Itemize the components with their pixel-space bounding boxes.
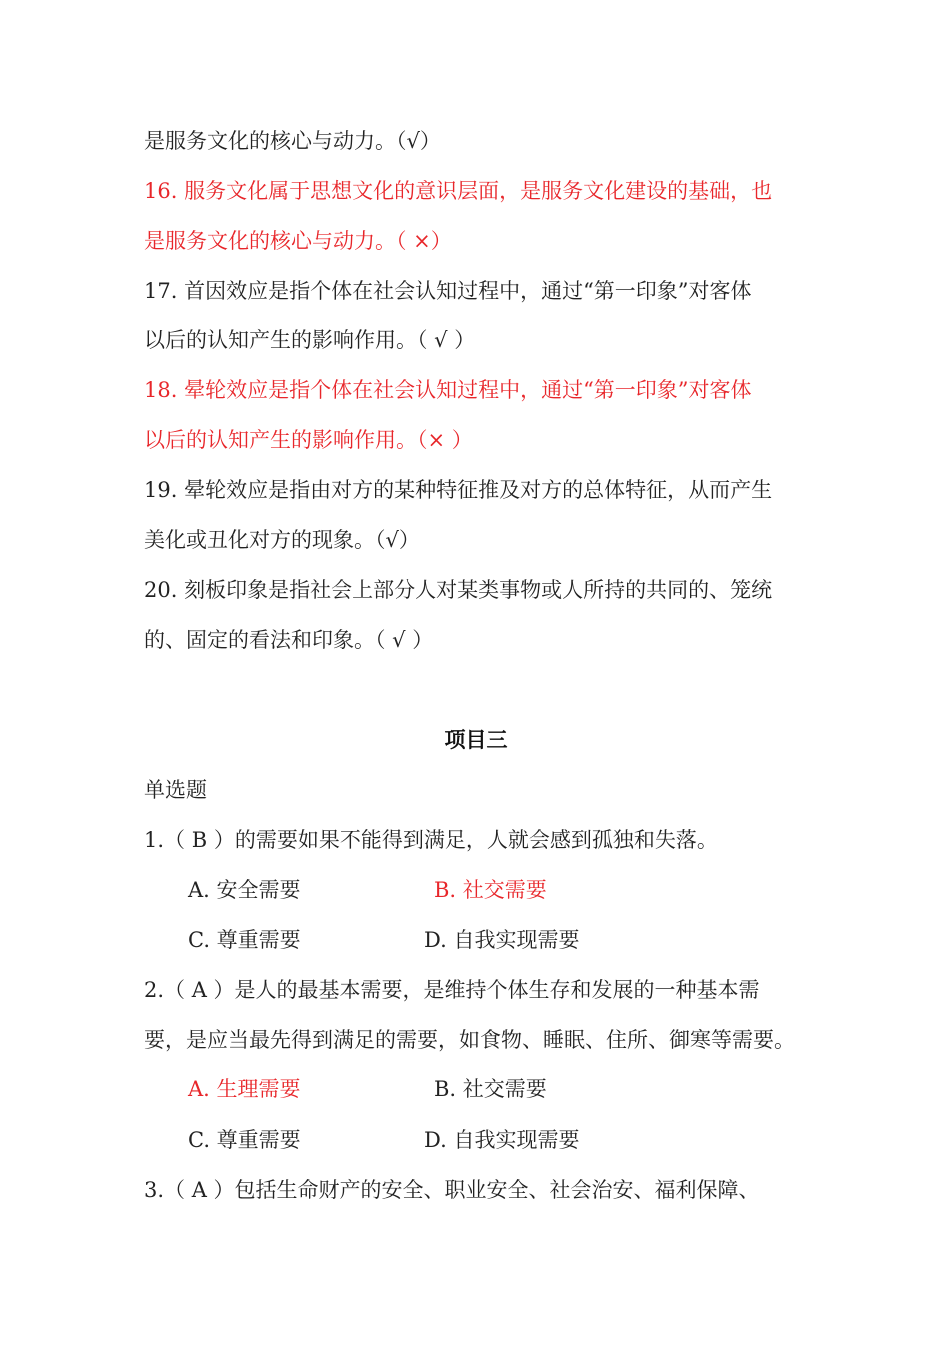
answer-text-line: 16. 服务文化属于思想文化的意识层面，是服务文化建设的基础，也	[144, 179, 773, 203]
section-subtitle: 单选题	[144, 778, 207, 802]
answer-text-line: 18. 晕轮效应是指个体在社会认知过程中，通过“第一印象”对客体	[144, 378, 752, 402]
text-line: 的、固定的看法和印象。（ √ ）	[144, 628, 434, 652]
option-a-answer: A. 生理需要	[188, 1077, 301, 1101]
option-d: D. 自我实现需要	[424, 1128, 580, 1152]
text-line: 是服务文化的核心与动力。（√）	[144, 129, 441, 153]
answer-text-line: 是服务文化的核心与动力。（ ×）	[144, 229, 452, 253]
text-line: 以后的认知产生的影响作用。（ √ ）	[144, 328, 476, 352]
question-stem: 要，是应当最先得到满足的需要，如食物、睡眠、住所、御寒等需要。	[144, 1028, 795, 1052]
option-c: C. 尊重需要	[188, 1128, 301, 1152]
option-c: C. 尊重需要	[188, 928, 301, 952]
question-stem: 2.（ A ）是人的最基本需要，是维持个体生存和发展的一种基本需	[144, 978, 760, 1002]
option-a: A. 安全需要	[188, 878, 301, 902]
text-line: 19. 晕轮效应是指由对方的某种特征推及对方的总体特征，从而产生	[144, 478, 773, 502]
text-line: 20. 刻板印象是指社会上部分人对某类事物或人所持的共同的、笼统	[144, 578, 773, 602]
answer-text-line: 以后的认知产生的影响作用。（× ）	[144, 428, 473, 452]
question-stem: 3.（ A ）包括生命财产的安全、职业安全、社会治安、福利保障、	[144, 1178, 760, 1202]
option-b: B. 社交需要	[434, 1077, 547, 1101]
option-d: D. 自我实现需要	[424, 928, 580, 952]
text-line: 17. 首因效应是指个体在社会认知过程中，通过“第一印象”对客体	[144, 279, 752, 303]
text-line: 美化或丑化对方的现象。（√）	[144, 528, 420, 552]
section-title: 项目三	[444, 727, 508, 752]
option-b-answer: B. 社交需要	[434, 878, 547, 902]
question-stem: 1.（ B ）的需要如果不能得到满足，人就会感到孤独和失落。	[144, 828, 718, 852]
